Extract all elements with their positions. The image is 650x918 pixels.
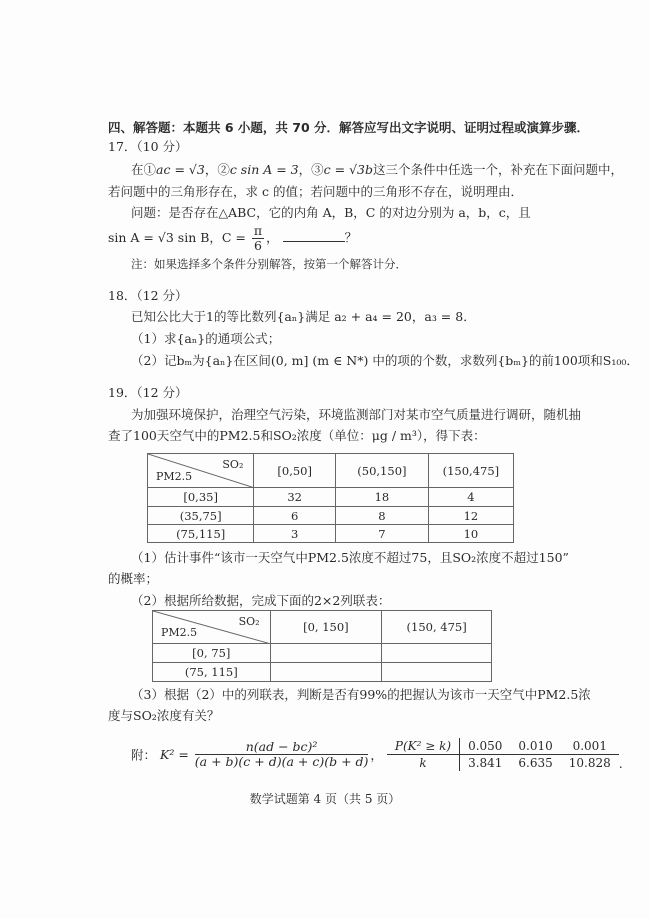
q18-part2: （2）记bₘ为{aₙ}在区间(0, m] (m ∈ N*) 中的项的个数，求数列{bₘ}的前100项和S₁₀₀． [131,353,639,368]
appendix [131,738,623,771]
q17-problem-line2-pre: sin A = √3 sin B，C = [108,230,246,245]
q17-cond3: c = √3b [323,162,373,177]
q17-problem-line2: sin A = √3 sin B，C = $\frac{\pi}{6}$ ， ？ [108,223,358,253]
critical-value-table [387,738,619,771]
table-corner-cell [148,454,254,488]
p-value: 0.050 [460,738,511,755]
table-row [148,488,514,507]
k-row [387,755,619,772]
table-header-row [148,454,514,488]
column-header: (50,150] [336,454,429,488]
appendix-label: 附： [131,747,157,763]
table-cell: 18 [336,488,429,507]
k-value: 10.828 [568,756,611,770]
table-corner-cell [153,611,271,644]
q17-note: 注：如果选择多个条件分别解答，按第一个解答计分． [131,257,407,271]
empty-cell [382,663,492,682]
formula-lhs: K² = [160,747,189,762]
frac-denominator: 6 [254,238,262,253]
corner-so2: SO₂ [222,458,244,471]
formula-denominator: (a + b)(c + d)(a + c)(b + d) [194,754,369,769]
page-footer: 数学试题第 4 页（共 5 页） [249,792,401,806]
table-cell: 32 [254,488,336,507]
row-label: (75, 115] [153,663,271,682]
p-value: 0.001 [561,738,619,755]
corner-so2: SO₂ [238,615,260,628]
row-label: [0,35] [148,488,254,507]
k-header: k [387,755,460,772]
frac-numerator: π [253,223,263,238]
table-cell: 3 [254,525,336,543]
q19-part3-line1: （3）根据（2）中的列联表，判断是否有99%的把握认为该市一天空气中PM2.5浓 [131,687,591,702]
table-row [148,525,514,543]
q19-part2: （2）根据所给数据，完成下面的2×2列联表： [131,593,391,608]
q19-stem-line1: 为加强环境保护，治理空气污染，环境监测部门对某市空气质量进行调研，随机抽 [131,407,582,422]
q17-line2: 若问题中的三角形存在，求 c 的值；若问题中的三角形不存在，说明理由． [108,184,523,199]
row-label: [0, 75] [153,644,271,663]
table-cell: 7 [336,525,429,543]
appendix-end: . [618,756,623,771]
q18-stem: 已知公比大于1的等比数列{aₙ}满足 a₂ + a₄ = 20，a₃ = 8． [131,309,476,324]
column-header: [0, 150] [270,611,382,644]
table-row [153,644,492,663]
table-cell: 4 [428,488,513,507]
q19-part1-line2: 的概率； [108,571,159,586]
table-row [148,507,514,525]
q17-cond2: c sin A = 3 [229,162,299,177]
empty-cell [270,663,382,682]
row-label: (75,115] [148,525,254,543]
q18-part1: （1）求{aₙ}的通项公式； [131,331,281,346]
column-header: (150, 475] [382,611,492,644]
q17-number: 17．（10 分） [108,139,188,154]
q17-line1 [131,162,623,178]
p-header: P(K² ≥ k) [387,738,460,755]
corner-pm25: PM2.5 [156,470,193,483]
corner-pm25: PM2.5 [161,626,198,639]
p-row [387,738,619,755]
answer-blank [283,231,345,242]
table-row [153,663,492,682]
q18-number: 18．（12 分） [108,288,188,303]
q17-problem-line1: 问题：是否存在△ABC，它的内角 A，B，C 的对边分别为 a，b，c，且 [131,205,531,220]
q17-cond1: ac = √3 [156,162,205,177]
table-cell: 12 [428,507,513,525]
column-header: [0,50] [254,454,336,488]
column-header: (150,475] [428,454,513,488]
row-label: (35,75] [148,507,254,525]
q17-line1-post: 这三个条件中任选一个，补充在下面问题中， [373,162,624,177]
formula-numerator: n(ad − bc)² [195,740,369,755]
pm25-so2-table [147,453,514,543]
q19-part1-line1: （1）估计事件“该市一天空气中PM2.5浓度不超过75，且SO₂浓度不超过150” [131,550,569,565]
q19-part3-line2: 度与SO₂浓度有关？ [108,708,220,723]
q17-sep1: ，② [204,162,230,177]
table-cell: 10 [428,525,513,543]
q19-stem-line2: 查了100天空气中的PM2.5和SO₂浓度（单位：μg / m³），得下表： [108,428,486,443]
k2-formula [195,740,369,769]
q19-number: 19．（12 分） [108,385,188,400]
empty-cell [382,644,492,663]
empty-cell [270,644,382,663]
q17-line1-pre: 在① [131,162,157,177]
q17-fraction [252,224,264,253]
k-value: 3.841 [468,756,503,770]
q17-sep2: ，③ [298,162,324,177]
formula-comma: ， [370,747,383,763]
k-value: 6.635 [518,756,553,770]
table-cell: 6 [254,507,336,525]
contingency-table [152,610,492,682]
table-cell: 8 [336,507,429,525]
table-header-row [153,611,492,644]
p-value: 0.010 [510,738,560,755]
q17-problem-line2-post: ？ [344,230,358,245]
section-header: 四、解答题：本题共 6 小题，共 70 分．解答应写出文字说明、证明过程或演算步骤． [108,120,590,135]
